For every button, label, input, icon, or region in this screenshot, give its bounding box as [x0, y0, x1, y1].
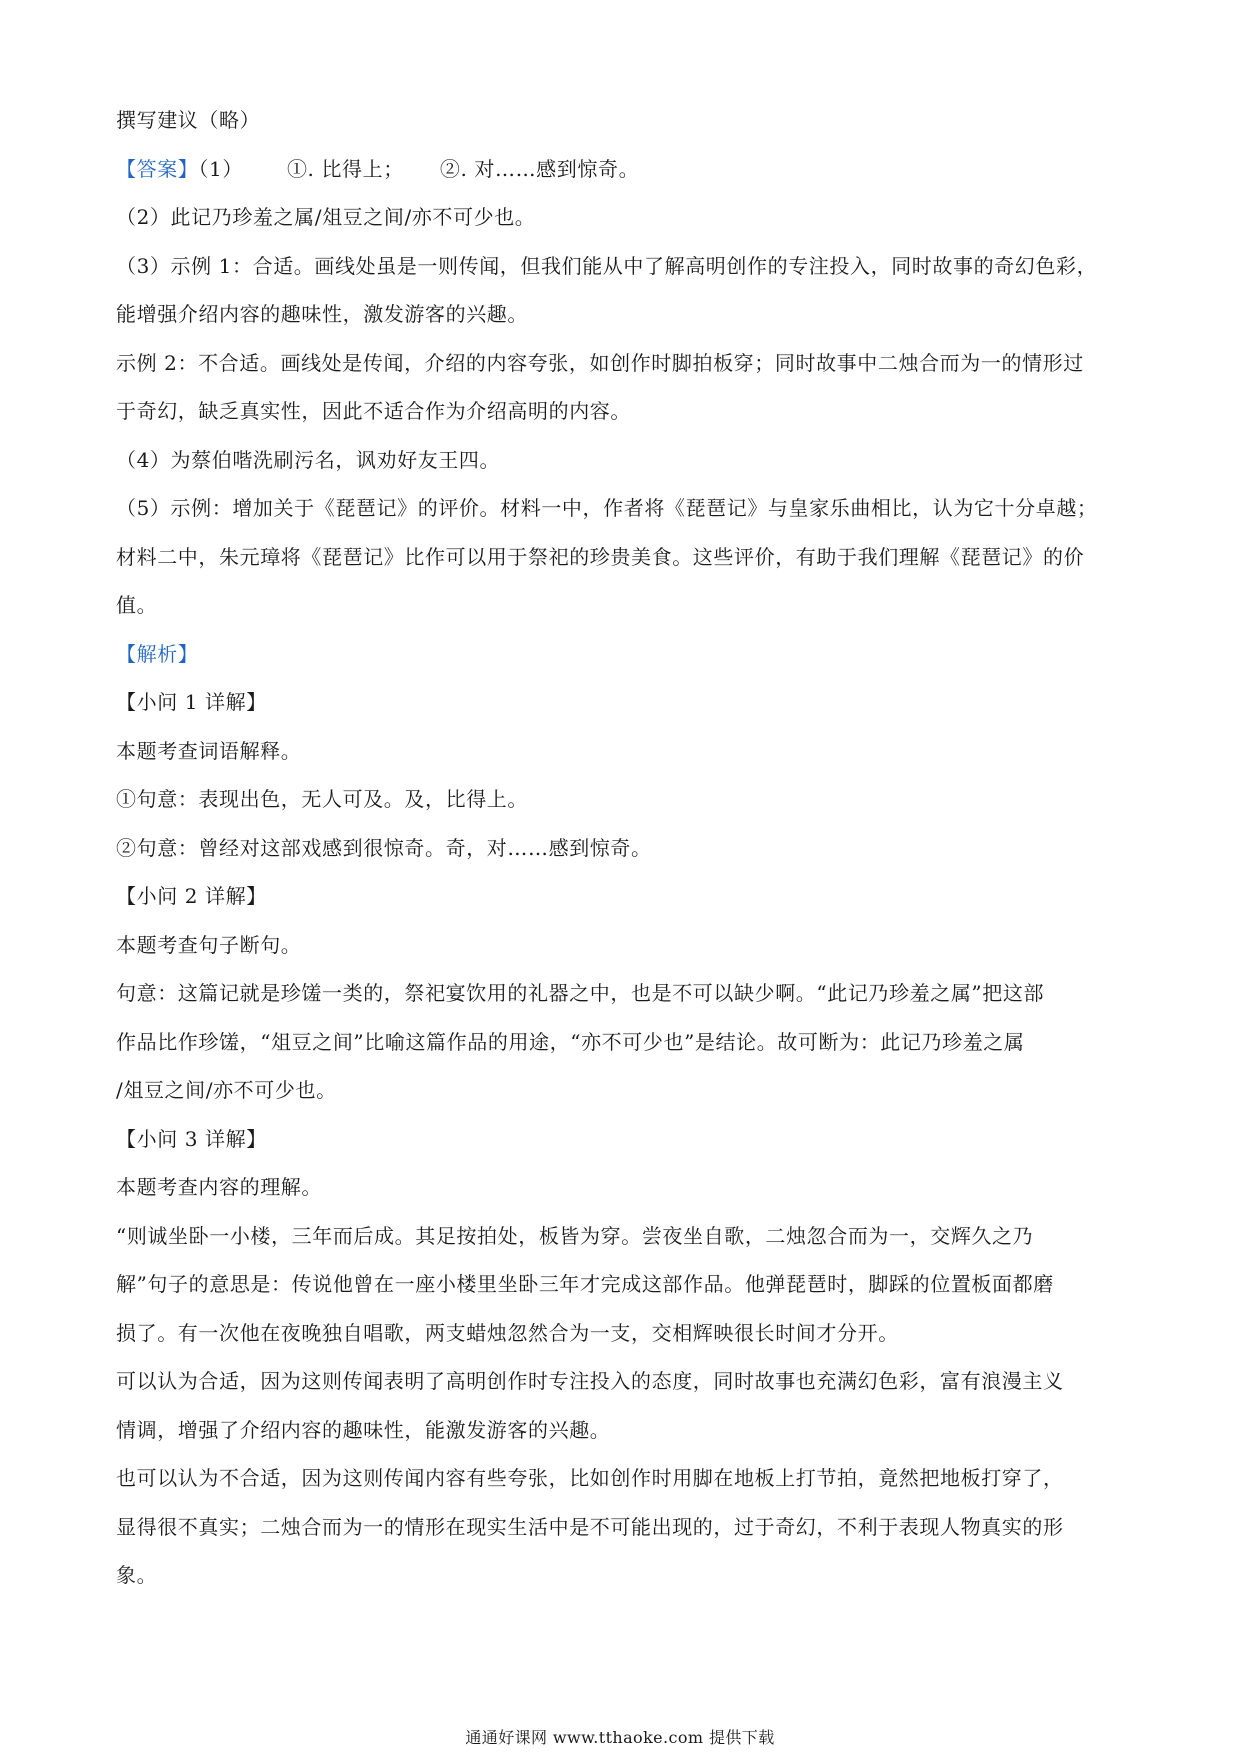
text-line: 可以认为合适，因为这则传闻表明了高明创作时专注投入的态度，同时故事也充满幻色彩，富有浪漫主义 — [116, 1369, 1064, 1393]
answer-item-2: ②. 对……感到惊奇。 — [439, 156, 640, 181]
text-line: /俎豆之间/亦不可少也。 — [116, 1078, 337, 1102]
text-line: 情调，增强了介绍内容的趣味性，能激发游客的兴趣。 — [116, 1417, 611, 1442]
analysis-tag: 【解析】 — [116, 641, 199, 666]
text-line: ②句意：曾经对这部戏感到很惊奇。奇，对……感到惊奇。 — [116, 835, 652, 860]
text-line: （2）此记乃珍羞之属/俎豆之间/亦不可少也。 — [116, 205, 536, 229]
text-line: 也可以认为不合适，因为这则传闻内容有些夸张，比如创作时用脚在地板上打节拍，竟然把地板打穿了， — [116, 1466, 1064, 1490]
text-line: 损了。有一次他在夜晚独自唱歌，两支蜡烛忽然合为一支，交相辉映很长时间才分开。 — [116, 1320, 899, 1345]
document-body — [116, 96, 1132, 1600]
section-heading: 【小问 2 详解】 — [116, 884, 267, 908]
text-line: 句意：这篇记就是珍馐一类的，祭祀宴饮用的礼器之中，也是不可以缺少啊。“此记乃珍羞之属”把这部 — [116, 981, 1045, 1005]
text-line: （3）示例 1：合适。画线处虽是一则传闻，但我们能从中了解高明创作的专注投入，同时故事的奇幻色彩， — [116, 253, 1098, 278]
text-line: “则诚坐卧一小楼，三年而后成。其足按拍处，板皆为穿。尝夜坐自歌，二烛忽合而为一，交辉久之乃 — [116, 1223, 1034, 1248]
text-line: （5）示例：增加关于《琵琶记》的评价。材料一中，作者将《琵琶记》与皇家乐曲相比，认为它十分卓越； — [116, 496, 1098, 520]
text-line: 撰写建议（略） — [116, 108, 261, 132]
text-line: 能增强介绍内容的趣味性，激发游客的兴趣。 — [116, 302, 528, 326]
text-line: 显得很不真实；二烛合而为一的情形在现实生活中是不可能出现的，过于奇幻，不利于表现人物真实的形 — [116, 1514, 1064, 1539]
text-line: ①句意：表现出色，无人可及。及，比得上。 — [116, 787, 528, 811]
text-line: 材料二中，朱元璋将《琵琶记》比作可以用于祭祀的珍贵美食。这些评价，有助于我们理解《琵琶记》的价 — [116, 544, 1085, 569]
text-line: 解”句子的意思是：传说他曾在一座小楼里坐卧三年才完成这部作品。他弹琵琶时，脚踩的位置板面都磨 — [116, 1272, 1054, 1296]
section-heading: 【小问 3 详解】 — [116, 1126, 267, 1151]
text-line: 值。 — [116, 593, 158, 617]
text-line: 本题考查词语解释。 — [116, 738, 302, 763]
text-line: 象。 — [116, 1563, 158, 1587]
text-line: 作品比作珍馐，“俎豆之间”比喻这篇作品的用途，“亦不可少也”是结论。故可断为：此记乃珍羞之属 — [116, 1029, 1025, 1054]
page-footer: 通通好课网 www.tthaoke.com 提供下载 — [465, 1728, 775, 1747]
answer-line — [116, 145, 1132, 194]
text-line: 于奇幻，缺乏真实性，因此不适合作为介绍高明的内容。 — [116, 399, 631, 423]
text-line: 示例 2：不合适。画线处是传闻，介绍的内容夸张，如创作时脚拍板穿；同时故事中二烛合而为一的情形过 — [116, 350, 1084, 375]
section-heading: 【小问 1 详解】 — [116, 690, 267, 714]
text-line: 本题考查句子断句。 — [116, 932, 302, 957]
answer-item-1: ①. 比得上； — [286, 156, 404, 181]
answer-tag: 【答案】 — [116, 156, 199, 181]
text-line: 本题考查内容的理解。 — [116, 1175, 322, 1199]
answer-part-label: （1） — [198, 156, 243, 181]
text-line: （4）为蔡伯喈洗刷污名，讽劝好友王四。 — [116, 447, 501, 472]
